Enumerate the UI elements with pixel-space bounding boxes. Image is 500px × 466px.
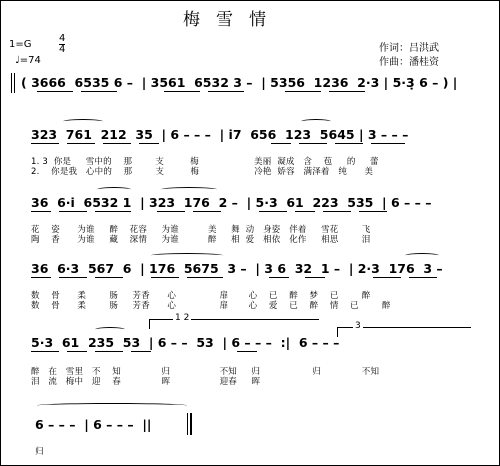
notation-row-3: 36 6·i 6532 1 | 323 176 2 – | 5·3 61 223 535 | 6 – – –	[31, 195, 432, 210]
beam	[31, 351, 59, 352]
beam	[67, 143, 95, 144]
tempo-marking: ♩=74	[15, 55, 41, 66]
beam	[299, 143, 327, 144]
lyrics-row-5-verse-1: 醉 在 雪里 不 知 归 不知 归 归 不知	[31, 367, 380, 377]
lyrics-row-5-verse-2: 泪 流 梅中 迎 春 晖 迎春 晖	[31, 377, 261, 387]
lyrics-row-2-verse-1: 1. 3 你是 雪中的 那 支 梅 美丽 凝成 含 苞 的 蕾	[31, 157, 379, 167]
second-ending-number: 3	[355, 321, 361, 331]
slur	[301, 119, 331, 124]
composer-credit: 作曲：潘桂资	[379, 57, 439, 68]
slur	[151, 253, 223, 258]
beam	[37, 91, 73, 92]
slur	[405, 253, 439, 258]
slur	[63, 119, 103, 124]
lyrics-row-6-verse-1: 归	[35, 447, 44, 457]
beam	[323, 211, 351, 212]
beam	[208, 91, 244, 92]
beam	[329, 91, 365, 92]
slur	[97, 187, 131, 192]
beam	[409, 277, 437, 278]
beam	[95, 277, 123, 278]
beam	[305, 277, 325, 278]
beam	[81, 91, 117, 92]
slur	[95, 327, 125, 332]
time-signature	[59, 34, 65, 55]
notation-row-4: 36 6·3 567 6 | 176 5675 3 – | 3 6 32 1 – | 2·3 176 3 –	[31, 261, 443, 276]
notation-row-2: 323 761 212 35 | 6 – – – | i7 656 123 5645 | 3 – – –	[31, 127, 409, 142]
first-ending-left	[149, 319, 150, 329]
beam	[335, 143, 363, 144]
start-repeat-bar	[11, 73, 12, 93]
lyrics-row-3-verse-2: 陶 香 为谁 藏 深情 为谁 醉 相 爱 相依 化作 相思 泪	[31, 235, 371, 245]
beam	[139, 143, 159, 144]
beam	[31, 277, 51, 278]
notation-row-5: 5·3 61 235 53 | 6 – – 53 | 6 – – – :| 6 – – –	[31, 335, 340, 350]
beam	[31, 211, 51, 212]
lyrics-row-3-verse-1: 花 姿 为谁 醉 花容 为谁 美 舞 动 身姿 伴着 雪花 飞	[31, 225, 371, 235]
beam	[95, 211, 131, 212]
final-barline-thick	[190, 413, 192, 435]
beam	[95, 351, 123, 352]
lyricist-credit: 作词：吕洪武	[379, 43, 439, 54]
beam	[259, 211, 287, 212]
beam	[164, 91, 200, 92]
tie	[37, 403, 187, 408]
beam	[271, 143, 291, 144]
beam	[237, 351, 257, 352]
beam	[131, 351, 151, 352]
beam	[295, 211, 315, 212]
lyrics-row-2-verse-2: 2. 你是我 心中的 那 支 梅 冷艳 娇容 满泽着 纯 美	[31, 167, 374, 177]
beam	[59, 211, 87, 212]
song-title: 梅雪情	[183, 10, 282, 30]
beam	[193, 211, 221, 212]
beam	[269, 277, 289, 278]
final-barline	[187, 413, 188, 435]
beam	[373, 277, 401, 278]
key-signature: 1=G	[9, 39, 32, 50]
first-ending-number: 1 2	[175, 313, 190, 323]
lyrics-row-4-verse-2: 数 骨 柔 肠 芳香 心 扉 心 爱 已 醉 情 已 醉	[31, 301, 391, 311]
beam	[285, 91, 321, 92]
beam	[371, 143, 405, 144]
beam	[103, 143, 131, 144]
start-repeat-bar-thin	[14, 73, 15, 93]
notation-row-6: 6 – – – | 6 – – – ||	[35, 417, 152, 432]
beam	[151, 277, 179, 278]
notation-row-1: ( 3666 6535 6 – | 3561 6532 3 – | 5356 1236 2·3 | 5·3̣ 6 – ) |	[21, 75, 458, 90]
slur	[161, 187, 217, 192]
beam	[359, 211, 387, 212]
beam	[31, 143, 59, 144]
beam	[157, 211, 185, 212]
time-sig-bottom: 4	[59, 44, 66, 55]
beam	[67, 351, 87, 352]
beam	[59, 277, 87, 278]
beam	[187, 277, 223, 278]
lyrics-row-4-verse-1: 数 骨 柔 肠 芳香 心 扉 心 已 醉 梦 已 醉	[31, 291, 371, 301]
time-sig-top: 4	[59, 33, 66, 44]
